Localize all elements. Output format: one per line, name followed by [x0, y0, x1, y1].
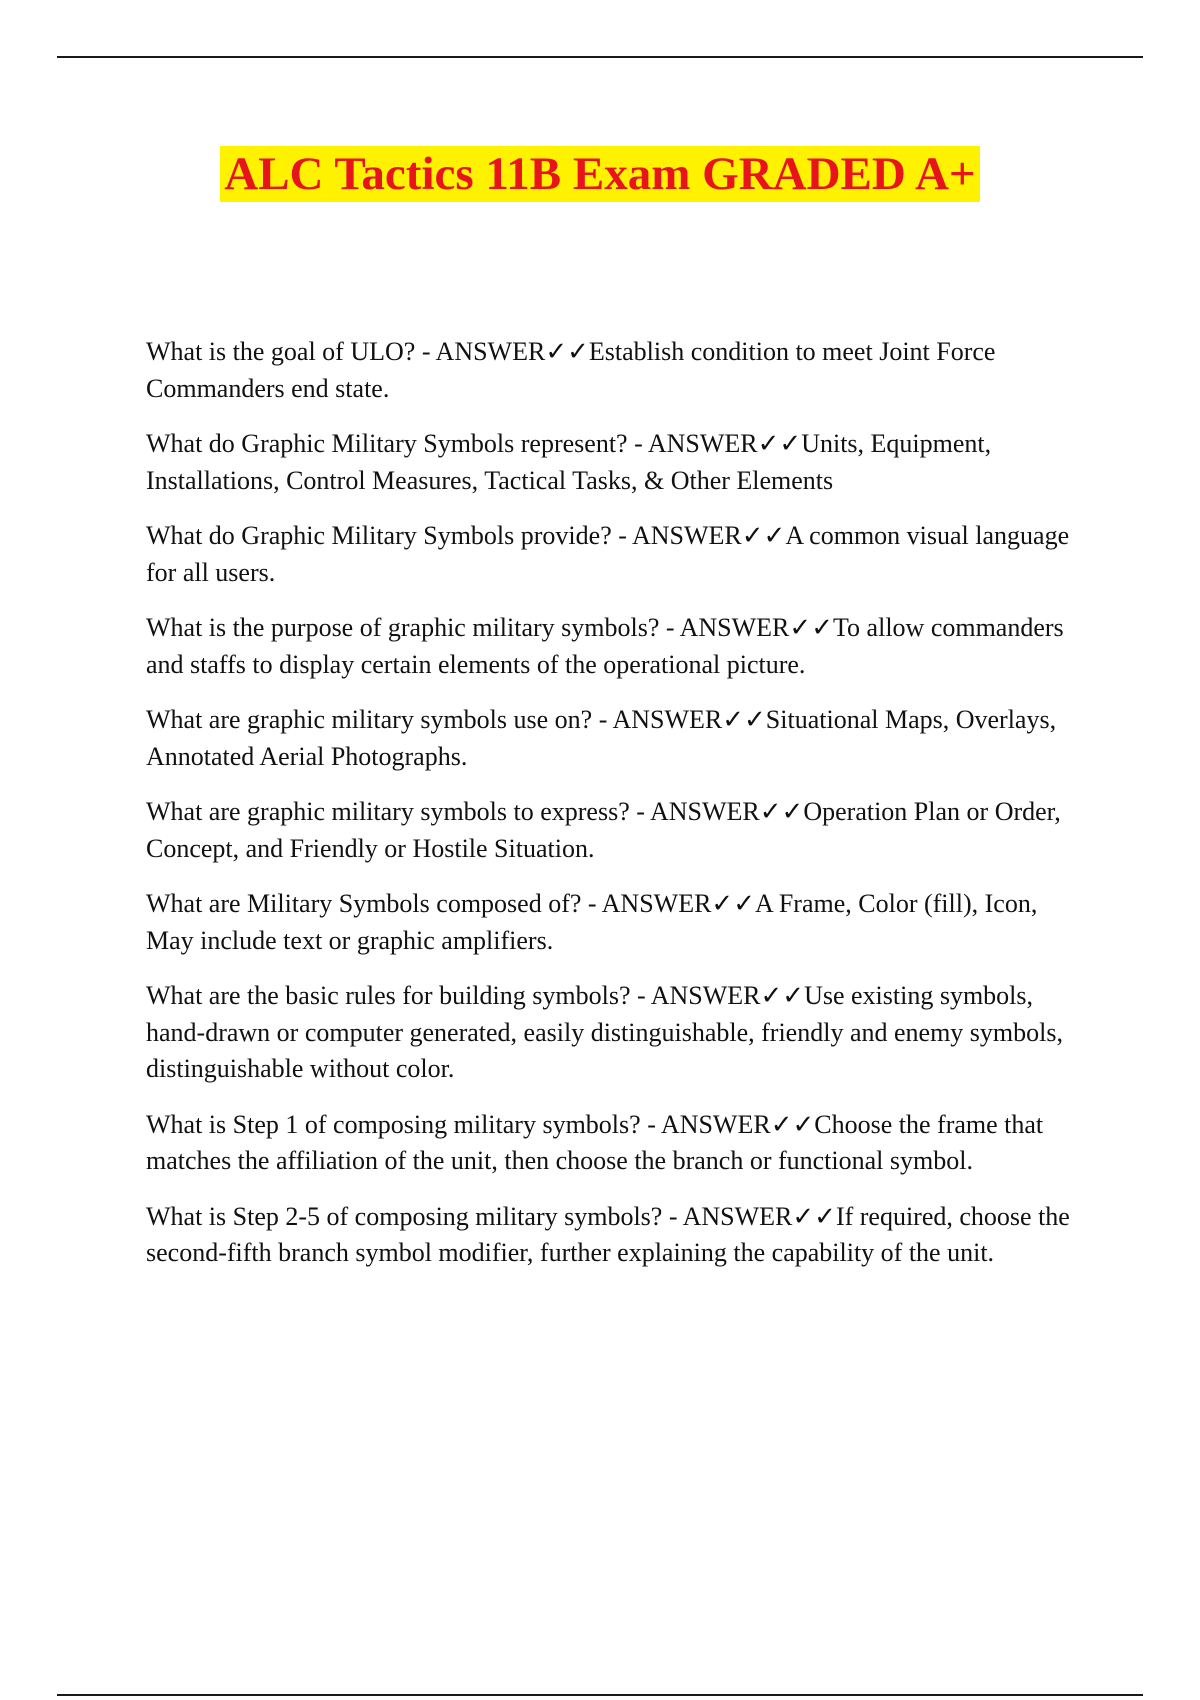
question: What are graphic military symbols use on?: [146, 705, 593, 734]
answer: Operation Plan or Order, Concept, and Friendly or Hostile Situation.: [146, 797, 1061, 863]
question: What do Graphic Military Symbols provide?: [146, 521, 612, 550]
question: What is Step 1 of composing military symbols?: [146, 1109, 641, 1139]
qa-item: [146, 1107, 1076, 1180]
answer-marker: ANSWER: [601, 889, 712, 918]
sep: -: [627, 429, 648, 458]
answer-marker: ANSWER: [649, 797, 760, 826]
answer-marker: ANSWER: [679, 613, 790, 642]
answer: Choose the frame that matches the affiliation of the unit, then choose the branch or functional symbol.: [146, 1109, 1044, 1175]
question: What are graphic military symbols to express?: [146, 797, 630, 826]
sep: -: [629, 797, 650, 826]
question: What do Graphic Military Symbols represent?: [146, 429, 628, 458]
check-marks: ✓✓: [759, 797, 804, 826]
answer: Units, Equipment, Installations, Control Measures, Tactical Tasks, & Other Elements: [146, 429, 992, 495]
header-rule: [57, 56, 1143, 58]
footer-rule: [57, 1694, 1143, 1696]
sep: -: [640, 1109, 661, 1139]
check-marks: ✓✓: [792, 1201, 836, 1231]
qa-item: [146, 334, 1076, 407]
answer-marker: ANSWER: [631, 521, 742, 550]
qa-item: [146, 1199, 1076, 1272]
answer-marker: ANSWER: [682, 1201, 793, 1231]
qa-item: [146, 610, 1076, 683]
qa-item: [146, 702, 1076, 775]
answer-marker: ANSWER: [435, 337, 546, 366]
answer-marker: ANSWER: [660, 1109, 771, 1139]
check-marks: ✓✓: [722, 705, 766, 734]
sep: -: [611, 521, 632, 550]
answer: A common visual language for all users.: [146, 521, 1070, 587]
answer: To allow commanders and staffs to display certain elements of the operational picture.: [146, 613, 1064, 679]
document-title: ALC Tactics 11B Exam GRADED A+: [220, 146, 979, 202]
qa-item: [146, 794, 1076, 867]
sep: -: [659, 613, 680, 642]
qa-item: [146, 978, 1076, 1088]
check-marks: ✓✓: [711, 889, 755, 918]
sep: -: [662, 1201, 683, 1231]
answer: If required, choose the second-fifth branch symbol modifier, further explaining the capability of the unit.: [146, 1201, 1070, 1267]
check-marks: ✓✓: [757, 429, 802, 458]
question: What is the purpose of graphic military symbols?: [146, 613, 660, 642]
check-marks: ✓✓: [741, 521, 786, 550]
answer-marker: ANSWER: [647, 429, 758, 458]
question: What are Military Symbols composed of?: [146, 889, 582, 918]
title-container: [0, 146, 1200, 202]
answer-marker: ANSWER: [612, 705, 723, 734]
answer-marker: ANSWER: [650, 981, 761, 1010]
sep: -: [630, 981, 651, 1010]
qa-item: [146, 518, 1076, 591]
qa-item: [146, 886, 1076, 959]
answer: Use existing symbols, hand-drawn or computer generated, easily distinguishable, friendly and enemy symbols, distinguishable without color.: [146, 981, 1063, 1083]
check-marks: ✓✓: [760, 981, 805, 1010]
answer: Establish condition to meet Joint Force Commanders end state.: [146, 337, 996, 403]
check-marks: ✓✓: [770, 1109, 815, 1139]
sep: -: [581, 889, 602, 918]
check-marks: ✓✓: [545, 337, 589, 366]
question: What are the basic rules for building symbols?: [146, 981, 631, 1010]
sep: -: [592, 705, 613, 734]
question: What is the goal of ULO?: [146, 337, 416, 366]
qa-item: [146, 426, 1076, 499]
question: What is Step 2-5 of composing military symbols?: [146, 1201, 663, 1231]
sep: -: [415, 337, 436, 366]
answer: A Frame, Color (fill), Icon, May include text or graphic amplifiers.: [146, 889, 1038, 955]
check-marks: ✓✓: [789, 613, 833, 642]
answer: Situational Maps, Overlays, Annotated Aerial Photographs.: [146, 705, 1057, 771]
qa-list: [146, 334, 1076, 1291]
